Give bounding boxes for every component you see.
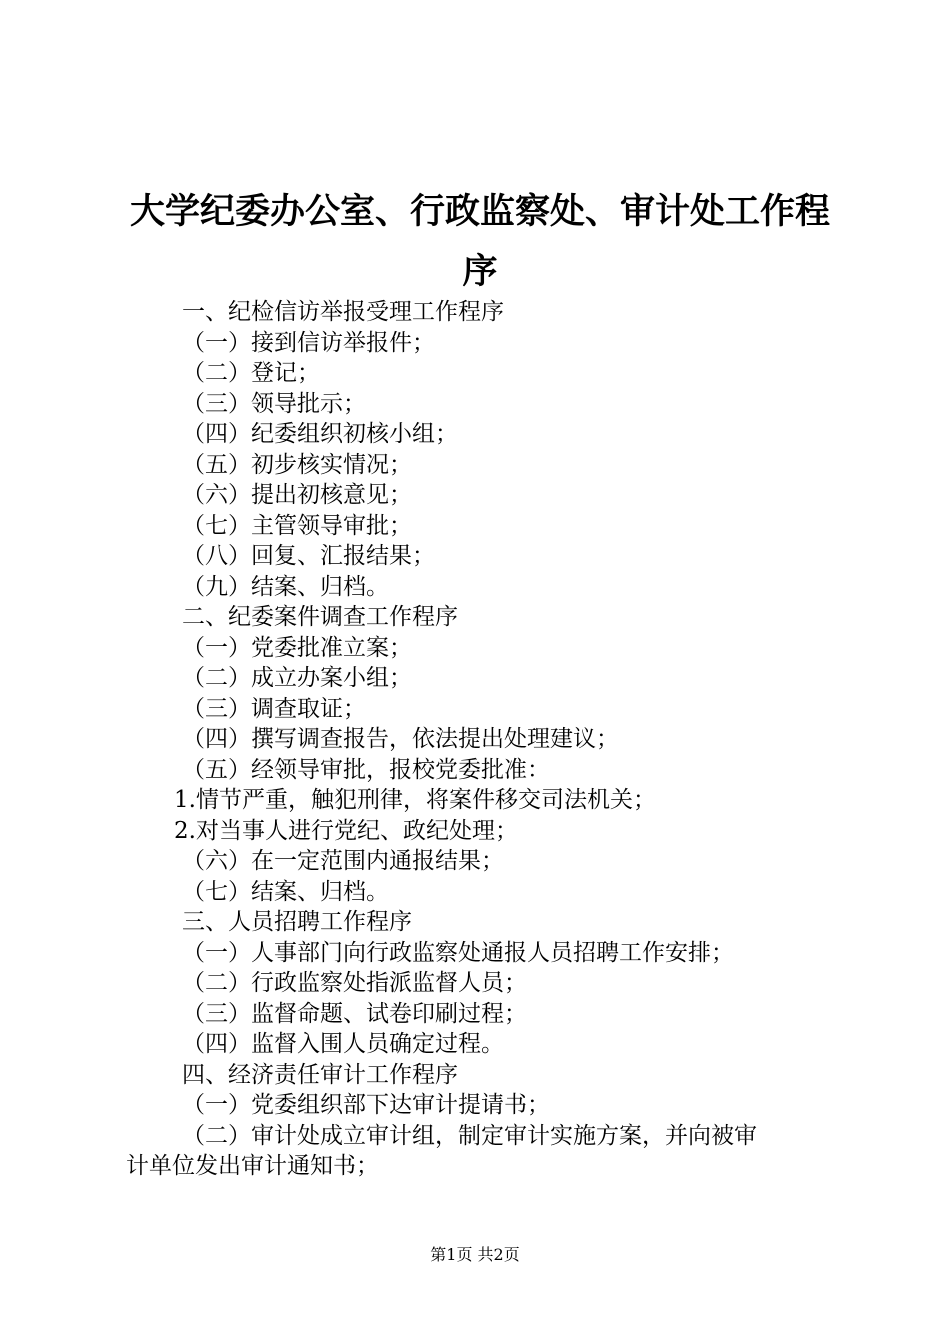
list-item: （三）监督命题、试卷印刷过程； bbox=[182, 1000, 527, 1027]
document-title bbox=[110, 182, 850, 302]
list-item: （四）监督入围人员确定过程。 bbox=[182, 1031, 504, 1057]
list-item: （六）在一定范围内通报结果； bbox=[182, 848, 504, 874]
list-item: （四）撰写调查报告，依法提出处理建议； bbox=[182, 726, 619, 752]
list-item: （二）行政监察处指派监督人员； bbox=[182, 970, 527, 996]
list-item: 2.对当事人进行党纪、政纪处理； bbox=[174, 817, 518, 844]
list-item: （一）党委组织部下达审计提请书； bbox=[182, 1092, 550, 1118]
list-item: （九）结案、归档。 bbox=[182, 573, 389, 600]
section-heading: 二、纪委案件调查工作程序 bbox=[182, 604, 458, 630]
page-footer: 第1页 共2页 bbox=[430, 1245, 520, 1264]
list-item: （三）调查取证； bbox=[182, 695, 366, 722]
list-item: （七）结案、归档。 bbox=[182, 878, 389, 905]
title-line-2: 序 bbox=[462, 251, 498, 292]
list-item: （七）主管领导审批； bbox=[182, 512, 412, 539]
section-heading: 一、纪检信访举报受理工作程序 bbox=[182, 299, 504, 325]
list-item: （一）人事部门向行政监察处通报人员招聘工作安排； bbox=[182, 939, 734, 966]
section-heading: 四、经济责任审计工作程序 bbox=[182, 1061, 458, 1088]
list-item: （二）登记； bbox=[182, 360, 320, 386]
list-item: （三）领导批示； bbox=[182, 390, 366, 417]
list-item: （八）回复、汇报结果； bbox=[182, 543, 435, 569]
list-item: （一）党委批准立案； bbox=[182, 634, 412, 661]
title-line-1: 大学纪委办公室、行政监察处、审计处工作程 bbox=[129, 191, 830, 232]
section-heading: 三、人员招聘工作程序 bbox=[182, 909, 412, 935]
document-body bbox=[126, 297, 836, 1182]
list-item: （五）经领导审批，报校党委批准： bbox=[182, 756, 550, 783]
list-item: （一）接到信访举报件； bbox=[182, 329, 435, 356]
list-item: （二）审计处成立审计组，制定审计实施方案，并向被审 bbox=[182, 1122, 757, 1149]
list-item: （五）初步核实情况； bbox=[182, 451, 412, 478]
list-item: 计单位发出审计通知书； bbox=[126, 1153, 379, 1179]
list-item: （四）纪委组织初核小组； bbox=[182, 421, 458, 447]
list-item: （二）成立办案小组； bbox=[182, 665, 412, 691]
list-item: 1.情节严重，触犯刑律，将案件移交司法机关； bbox=[174, 787, 656, 813]
list-item: （六）提出初核意见； bbox=[182, 482, 412, 508]
